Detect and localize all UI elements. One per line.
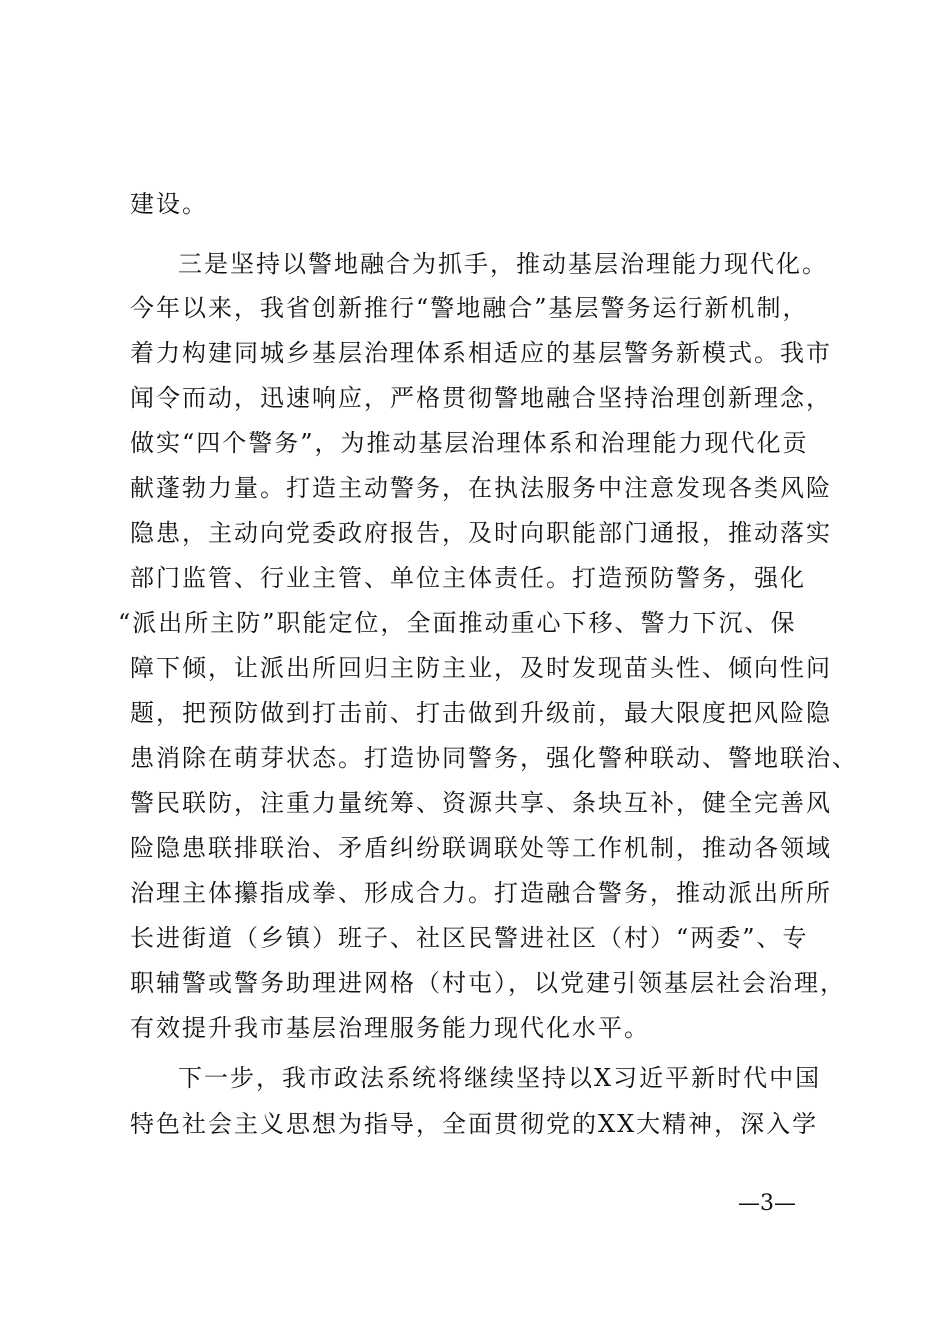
text-line: 今年以来，我省创新推行“警地融合”基层警务运行新机制，	[130, 294, 809, 322]
text-line: 警民联防，注重力量统筹、资源共享、条块互补，健全完善风	[130, 789, 832, 817]
text-line: 闻令而动，迅速响应，严格贯彻警地融合坚持治理创新理念，	[130, 384, 832, 412]
text-line: 有效提升我市基层治理服务能力现代化水平。	[130, 1014, 650, 1042]
text-line: 长进街道（乡镇）班子、社区民警进社区（村）“两委”、专	[130, 924, 809, 952]
text-line: 治理主体攥指成拳、形成合力。打造融合警务，推动派出所所	[130, 879, 832, 907]
text-line: 职辅警或警务助理进网格（村屯），以党建引领基层社会治理，	[130, 969, 846, 997]
text-line: 隐患，主动向党委政府报告，及时向职能部门通报，推动落实	[130, 519, 832, 547]
text-line: “派出所主防”职能定位，全面推动重心下移、警力下沉、保	[118, 609, 797, 637]
text-line: 患消除在萌芽状态。打造协同警务，强化警种联动、警地联治、	[130, 744, 858, 772]
text-line: 建设。	[130, 190, 208, 218]
text-line: 着力构建同城乡基层治理体系相适应的基层警务新模式。我市	[130, 339, 832, 367]
text-line: 障下倾，让派出所回归主防主业，及时发现苗头性、倾向性问	[130, 654, 832, 682]
text-line: 部门监管、行业主管、单位主体责任。打造预防警务，强化	[130, 564, 806, 592]
paragraph-start-line: 下一步，我市政法系统将继续坚持以X习近平新时代中国	[178, 1064, 822, 1092]
text-line: 险隐患联排联治、矛盾纠纷联调联处等工作机制，推动各领域	[130, 834, 832, 862]
page-number: —3—	[738, 1191, 796, 1216]
paragraph-heading-line: 三是坚持以警地融合为抓手，推动基层治理能力现代化。	[178, 250, 828, 278]
text-line: 特色社会主义思想为指导，全面贯彻党的XX大精神，深入学	[130, 1110, 819, 1138]
text-line: 题，把预防做到打击前、打击做到升级前，最大限度把风险隐	[130, 699, 832, 727]
text-line: 做实“四个警务”，为推动基层治理体系和治理能力现代化贡	[130, 429, 809, 457]
text-line: 献蓬勃力量。打造主动警务，在执法服务中注意发现各类风险	[130, 474, 832, 502]
